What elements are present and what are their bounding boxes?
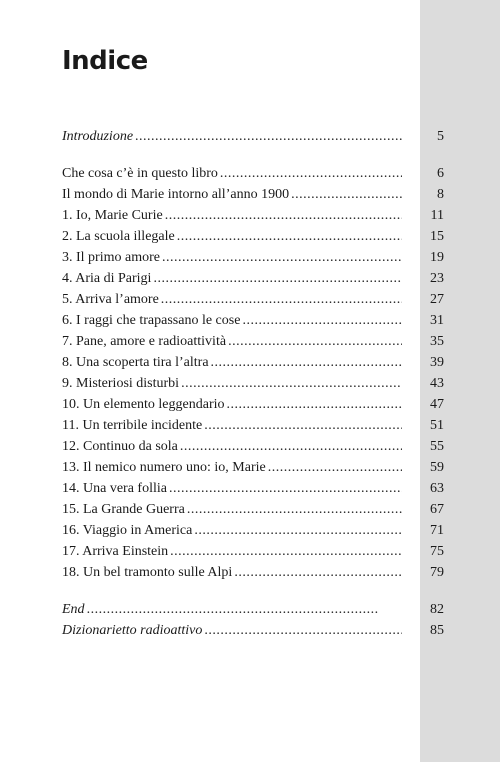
toc-page-number: 47	[430, 397, 444, 412]
toc-entry-label: 17. Arriva Einstein	[62, 544, 169, 559]
dot-leader	[169, 478, 402, 499]
toc-page-number: 23	[430, 271, 444, 286]
toc-entry-label: 13. Il nemico numero uno: io, Marie	[62, 460, 266, 475]
toc-entry[interactable]	[62, 541, 444, 562]
dot-leader	[211, 352, 402, 373]
toc-entry[interactable]	[62, 394, 444, 415]
toc-entry[interactable]	[62, 226, 444, 247]
toc-page-number: 31	[430, 313, 444, 328]
toc-entry-end[interactable]	[62, 599, 444, 620]
toc-entry[interactable]	[62, 415, 444, 436]
toc-entry-glossary[interactable]	[62, 620, 444, 641]
toc-entry[interactable]	[62, 352, 444, 373]
dot-leader	[204, 415, 402, 436]
toc-page-number: 63	[430, 481, 444, 496]
toc-entry-label: 12. Continuo da sola	[62, 439, 178, 454]
toc-page-number: 55	[430, 439, 444, 454]
toc-entry[interactable]	[62, 268, 444, 289]
toc-entry-label: 14. Una vera follia	[62, 481, 167, 496]
dot-leader	[135, 126, 402, 147]
toc-entry[interactable]	[62, 478, 444, 499]
toc-entry-label: 9. Misteriosi disturbi	[62, 376, 180, 391]
dot-leader	[194, 520, 402, 541]
toc-entry-label: 6. I raggi che trapassano le cose	[62, 313, 241, 328]
toc-page-number: 27	[430, 292, 444, 307]
toc-page-number: 79	[430, 565, 444, 580]
toc-page-number: 11	[430, 208, 444, 223]
toc-entry-intro[interactable]	[62, 126, 444, 147]
toc-entry[interactable]	[62, 184, 444, 205]
table-of-contents	[62, 126, 444, 641]
dot-leader	[180, 436, 402, 457]
dot-leader	[228, 331, 402, 352]
dot-leader	[87, 599, 402, 620]
toc-entry[interactable]	[62, 310, 444, 331]
toc-entry-label: 10. Un elemento leggendario	[62, 397, 225, 412]
dot-leader	[220, 163, 402, 184]
toc-entry[interactable]	[62, 205, 444, 226]
toc-page-number: 51	[430, 418, 444, 433]
dot-leader	[170, 541, 402, 562]
toc-entry-label: 8. Una scoperta tira l’altra	[62, 355, 209, 370]
dot-leader	[177, 226, 402, 247]
toc-entry[interactable]	[62, 247, 444, 268]
toc-entry-label: 3. Il primo amore	[62, 250, 160, 265]
toc-entry[interactable]	[62, 163, 444, 184]
toc-entry[interactable]	[62, 499, 444, 520]
toc-page-number: 19	[430, 250, 444, 265]
toc-page-number: 67	[430, 502, 444, 517]
toc-entry-label: 5. Arriva l’amore	[62, 292, 159, 307]
toc-entry-label: 16. Viaggio in America	[62, 523, 193, 538]
toc-entry[interactable]	[62, 331, 444, 352]
toc-page-number: 59	[430, 460, 444, 475]
section-spacer	[62, 147, 444, 163]
dot-leader	[162, 247, 402, 268]
dot-leader	[204, 620, 402, 641]
toc-entry-label: 4. Aria di Parigi	[62, 271, 152, 286]
dot-leader	[161, 289, 402, 310]
toc-entry-label: 2. La scuola illegale	[62, 229, 175, 244]
toc-entry[interactable]	[62, 289, 444, 310]
toc-page-number: 39	[430, 355, 444, 370]
toc-entry-label: 1. Io, Marie Curie	[62, 208, 163, 223]
dot-leader	[153, 268, 402, 289]
toc-page-number: 5	[437, 129, 444, 144]
dot-leader	[268, 457, 402, 478]
toc-page-number: 15	[430, 229, 444, 244]
toc-page-number: 75	[430, 544, 444, 559]
dot-leader	[181, 373, 402, 394]
back-matter-list	[62, 599, 444, 641]
toc-entry[interactable]	[62, 520, 444, 541]
toc-entry-label: 7. Pane, amore e radioattività	[62, 334, 227, 349]
chapter-list	[62, 163, 444, 583]
toc-entry-label: Il mondo di Marie intorno all’anno 1900	[62, 187, 290, 202]
toc-page-number: 35	[430, 334, 444, 349]
toc-page-number: 6	[437, 166, 444, 181]
toc-entry-label: 18. Un bel tramonto sulle Alpi	[62, 565, 233, 580]
dot-leader	[165, 205, 402, 226]
dot-leader	[291, 184, 402, 205]
toc-entry-label: Dizionarietto radioattivo	[62, 623, 203, 638]
toc-entry-label: Che cosa c’è in questo libro	[62, 166, 218, 181]
section-spacer	[62, 583, 444, 599]
toc-page-number: 82	[430, 602, 444, 617]
dot-leader	[234, 562, 402, 583]
toc-entry[interactable]	[62, 457, 444, 478]
toc-entry-label: 15. La Grande Guerra	[62, 502, 185, 517]
toc-entry[interactable]	[62, 436, 444, 457]
toc-page-number: 71	[430, 523, 444, 538]
page-title: Indice	[62, 46, 148, 76]
toc-page-number: 85	[430, 623, 444, 638]
dot-leader	[227, 394, 402, 415]
toc-page-number: 43	[430, 376, 444, 391]
toc-entry[interactable]	[62, 562, 444, 583]
toc-entry[interactable]	[62, 373, 444, 394]
dot-leader	[187, 499, 402, 520]
toc-entry-label: End	[62, 602, 85, 617]
toc-page-number: 8	[437, 187, 444, 202]
dot-leader	[242, 310, 402, 331]
toc-entry-label: 11. Un terribile incidente	[62, 418, 203, 433]
toc-entry-label: Introduzione	[62, 129, 134, 144]
